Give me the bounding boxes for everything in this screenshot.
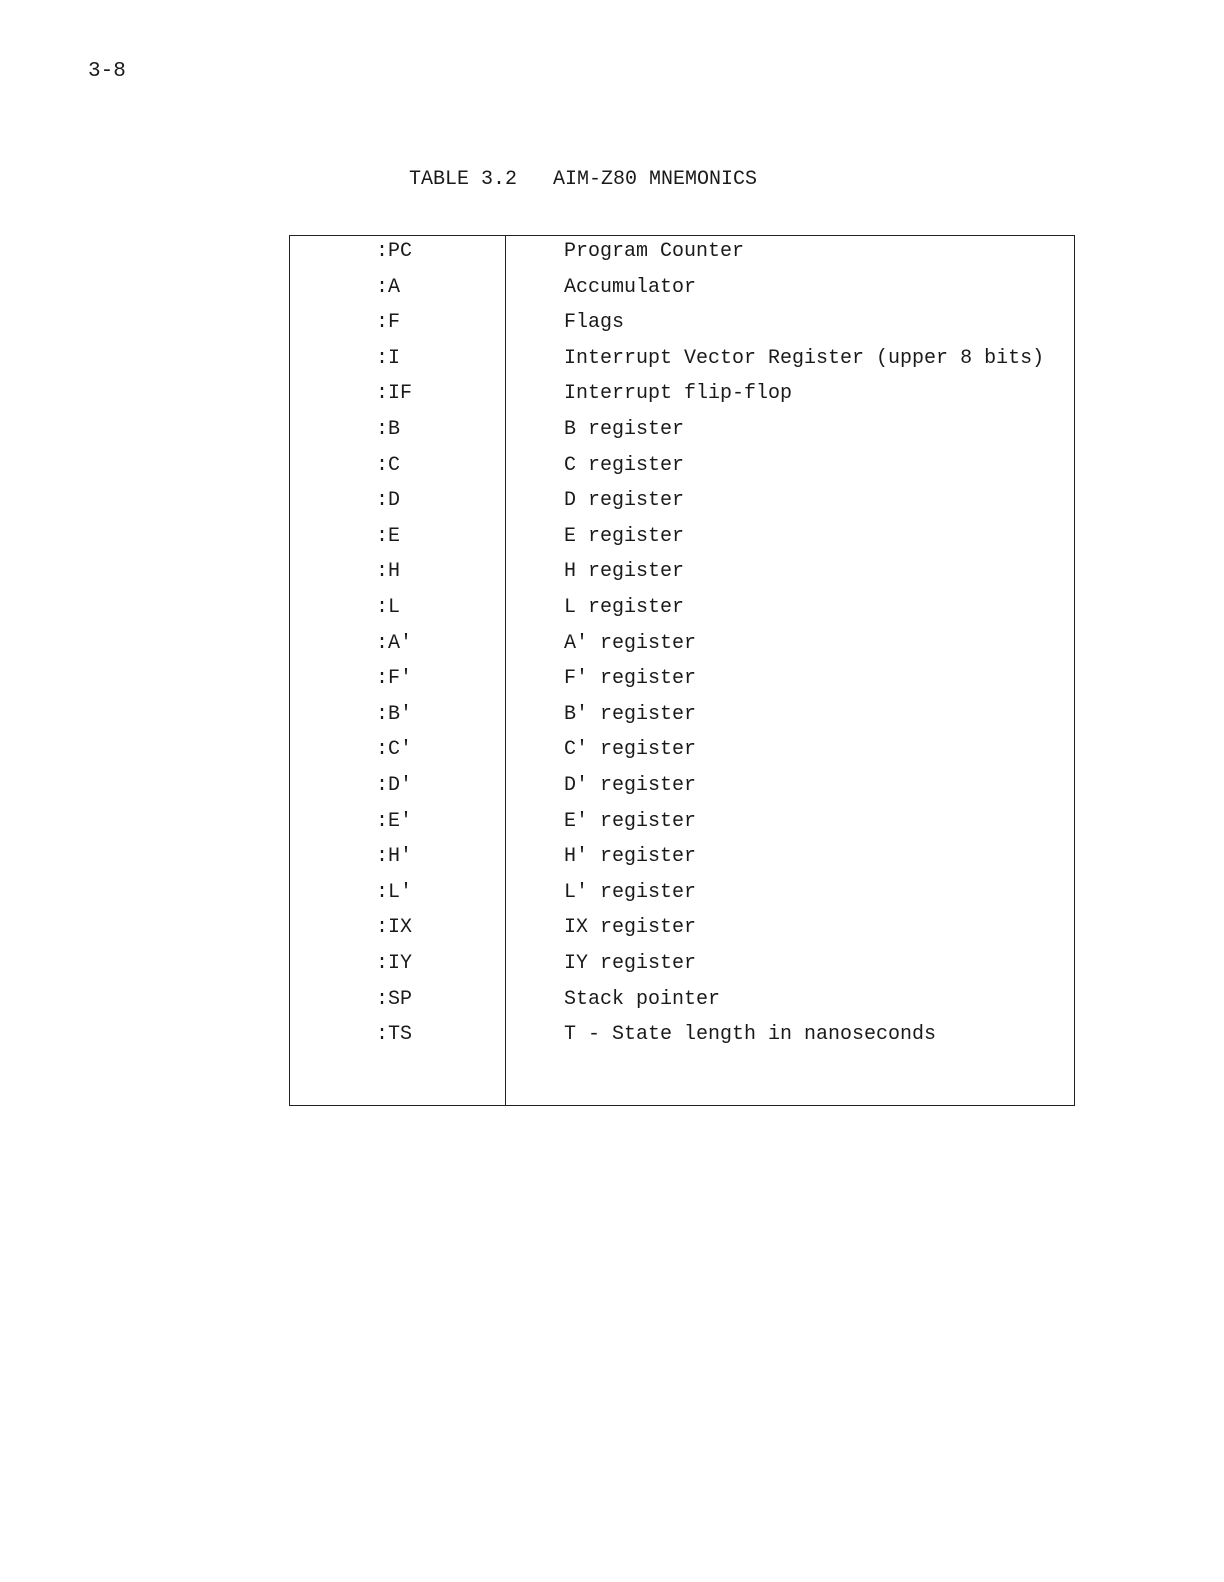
meaning-cell: L register bbox=[564, 596, 685, 619]
table-row bbox=[290, 810, 1074, 846]
mnemonic-cell: :L bbox=[376, 596, 401, 619]
mnemonic-cell: :B bbox=[376, 418, 401, 441]
page-number: 3-8 bbox=[88, 60, 126, 83]
mnemonic-cell: :D bbox=[376, 489, 401, 513]
table-row bbox=[290, 703, 1074, 739]
table-row bbox=[290, 276, 1074, 312]
table-row bbox=[290, 952, 1074, 988]
mnemonic-cell: :D' bbox=[376, 774, 413, 797]
mnemonic-cell: :E bbox=[376, 524, 401, 548]
table-row bbox=[290, 454, 1074, 490]
meaning-cell: Interrupt Vector Register (upper 8 bits) bbox=[564, 346, 1045, 370]
meaning-cell: Stack pointer bbox=[564, 987, 721, 1011]
table-row bbox=[290, 632, 1074, 668]
meaning-cell: C register bbox=[564, 453, 685, 477]
table-row bbox=[290, 916, 1074, 952]
meaning-cell: B register bbox=[564, 418, 685, 441]
mnemonic-cell: :C bbox=[376, 453, 401, 477]
table-row bbox=[290, 489, 1074, 525]
meaning-cell: A' register bbox=[564, 631, 697, 655]
table-row bbox=[290, 240, 1074, 276]
meaning-cell: L' register bbox=[564, 880, 697, 904]
meaning-cell: Program Counter bbox=[564, 240, 745, 263]
table-row bbox=[290, 382, 1074, 418]
mnemonic-cell: :E' bbox=[376, 809, 413, 833]
table-row bbox=[290, 1023, 1074, 1059]
meaning-cell: Accumulator bbox=[564, 275, 697, 299]
mnemonic-cell: :I bbox=[376, 346, 401, 370]
table-row bbox=[290, 738, 1074, 774]
table-row bbox=[290, 988, 1074, 1024]
table-row bbox=[290, 525, 1074, 561]
mnemonics-table bbox=[289, 235, 1075, 1106]
table-row bbox=[290, 347, 1074, 383]
mnemonic-cell: :IX bbox=[376, 916, 413, 940]
meaning-cell: D register bbox=[564, 489, 685, 513]
table-row bbox=[290, 845, 1074, 881]
mnemonic-cell: :F bbox=[376, 311, 401, 335]
meaning-cell: Flags bbox=[564, 311, 625, 335]
mnemonic-cell: :TS bbox=[376, 1023, 413, 1047]
mnemonic-cell: :A bbox=[376, 275, 401, 299]
mnemonic-cell: :PC bbox=[376, 240, 413, 263]
table-row bbox=[290, 418, 1074, 454]
table-row bbox=[290, 881, 1074, 917]
meaning-cell: IX register bbox=[564, 916, 697, 940]
table-row bbox=[290, 560, 1074, 596]
table-row bbox=[290, 774, 1074, 810]
mnemonic-cell: :L' bbox=[376, 880, 413, 904]
meaning-cell: Interrupt flip-flop bbox=[564, 382, 793, 406]
meaning-cell: C' register bbox=[564, 738, 697, 762]
meaning-cell: E register bbox=[564, 524, 685, 548]
mnemonic-cell: :C' bbox=[376, 738, 413, 762]
meaning-cell: F' register bbox=[564, 667, 697, 691]
mnemonic-cell: :B' bbox=[376, 702, 413, 726]
meaning-cell: B' register bbox=[564, 702, 697, 726]
table-row bbox=[290, 311, 1074, 347]
meaning-cell: H' register bbox=[564, 845, 697, 869]
table-row bbox=[290, 667, 1074, 703]
mnemonic-cell: :H bbox=[376, 560, 401, 584]
mnemonic-cell: :A' bbox=[376, 631, 413, 655]
mnemonic-cell: :H' bbox=[376, 845, 413, 869]
mnemonic-cell: :IY bbox=[376, 952, 413, 975]
meaning-cell: H register bbox=[564, 560, 685, 584]
table-title: TABLE 3.2 AIM-Z80 MNEMONICS bbox=[409, 168, 758, 191]
meaning-cell: T - State length in nanoseconds bbox=[564, 1023, 937, 1047]
meaning-cell: D' register bbox=[564, 774, 697, 797]
meaning-cell: E' register bbox=[564, 809, 697, 833]
mnemonic-cell: :F' bbox=[376, 667, 413, 691]
meaning-cell: IY register bbox=[564, 952, 697, 975]
mnemonic-cell: :IF bbox=[376, 382, 413, 406]
mnemonic-cell: :SP bbox=[376, 987, 413, 1011]
table-row bbox=[290, 596, 1074, 632]
